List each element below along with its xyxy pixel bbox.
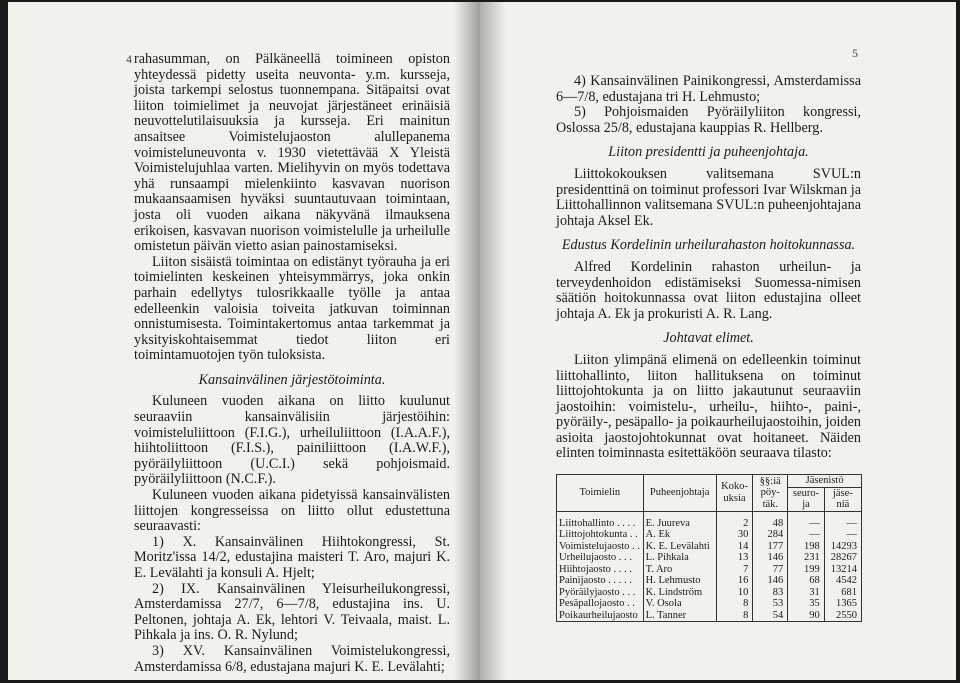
table-cell: Liittojohtokunta . . <box>557 529 644 541</box>
table-cell: Liittohallinto . . . . <box>557 511 644 529</box>
table-cell: L. Tanner <box>643 610 716 622</box>
section-heading: Kansainvälinen järjestötoiminta. <box>198 371 386 388</box>
table-cell: 2550 <box>824 610 861 622</box>
table-cell: 30 <box>716 529 753 541</box>
table-cell: 10 <box>716 587 753 599</box>
table-cell: H. Lehmusto <box>643 575 716 587</box>
list-item: 4) Kansainvälinen Painikongressi, Amsterdamissa 6—7/8, edustajana tri H. Lehmusto; <box>556 73 861 105</box>
paragraph: Alfred Kordelinin rahaston urheilun- ja terveydenhoidon edistämiseksi Suomessa-nimisen säätiön hoitokunnassa ovat liiton edustajina olleet johtaja A. Ek ja prokuristi A. R. Lang. <box>556 258 861 322</box>
paragraph: Liiton ylimpänä elimenä on edelleenkin toiminut liittohallinto, liiton hallituksena on toiminut liittojohtokunta ja on liitto jakautunut seuraaviin jaostoihin: voimistelu-, urheilu-, hiihto-, paini-, pyöräily-, pesäpallo- ja poikaurheilujaostoihin, joiden asioita jaostojohtokunnat ovat hoitaneet. Näiden elinten toiminnasta esitettäköön seuraava tilasto: <box>556 351 861 462</box>
table-row <box>557 598 862 610</box>
table-cell: 2 <box>716 511 753 529</box>
table-cell: 16 <box>716 575 753 587</box>
paragraph: Liiton sisäistä toimintaa on edistänyt työrauha ja eri toimielinten keskeinen yhteisymmärrys, joka onkin parhain edellytys tulosrikkaalle työlle ja antaa edelleenkin valoisia toiveita jatkuvan toiminnan onnistumisesta. Toimintakertomus antaa tarkemmat ja yksityiskohtaisemmat tiedot liiton eri toimintamuotojen työn tuloksista. <box>134 253 450 364</box>
table-cell: 90 <box>788 610 825 622</box>
table-cell: 146 <box>753 575 788 587</box>
table-cell: 1365 <box>824 598 861 610</box>
table-cell: 68 <box>788 575 825 587</box>
list-item: 1) X. Kansainvälinen Hiihtokongressi, St. Moritz'issa 14/2, edustajina maisteri T. Aro, majuri K. E. Levälahti ja konsuli A. Hjelt; <box>134 533 450 581</box>
table-cell: 681 <box>824 587 861 599</box>
table-cell: K. Lindström <box>643 587 716 599</box>
table-cell: E. Juureva <box>643 511 716 529</box>
right-column <box>556 74 861 622</box>
table-cell: 54 <box>753 610 788 622</box>
column-header-puheenjohtaja: Puheenjohtaja <box>643 475 716 512</box>
table-cell: 77 <box>753 564 788 576</box>
column-header-kokouksia: Koko- uksia <box>716 475 753 512</box>
table-cell: 83 <box>753 587 788 599</box>
table-row <box>557 587 862 599</box>
gutter-shadow <box>454 2 480 680</box>
table-cell: K. E. Levälahti <box>643 541 716 553</box>
table-body <box>557 511 862 622</box>
paragraph: Kuluneen vuoden aikana on liitto kuulunut seuraaviin kansainvälisiin järjestöihin: voimisteluliittoon (F.I.G.), urheiluliittoon (I.A.A.F.), hiihtoliittoon (F.I.S.), painiliittoon (I.A.W.F.), pyöräilyliittoon (U.C.I.) sekä pohjoismaid. pyöräilyliittoon (N.C.F.). <box>134 393 450 488</box>
column-header-poytakirja: §§:iä pöy- täk. <box>753 475 788 512</box>
table-cell: 48 <box>753 511 788 529</box>
table-cell: 31 <box>788 587 825 599</box>
table-cell: — <box>788 529 825 541</box>
list-item: 2) IX. Kansainvälinen Yleisurheilukongressi, Amsterdamissa 27/7, 6—7/8, edustajina ins. U. Peltonen, johtaja A. Ek, lehtori V. Teivaala, maist. L. Pihkala ja ins. O. R. Nylund; <box>134 580 450 644</box>
table-cell: 7 <box>716 564 753 576</box>
table-row <box>557 529 862 541</box>
table-cell: 4542 <box>824 575 861 587</box>
table-cell: 146 <box>753 552 788 564</box>
table-cell: 53 <box>753 598 788 610</box>
column-header-jasenisto: Jäsenistö <box>788 475 862 488</box>
list-item: 3) XV. Kansainvälinen Voimistelukongressi, Amsterdamissa 6/8, edustajana majuri K. E. Levälahti; <box>134 642 450 675</box>
table-cell: V. Osola <box>643 598 716 610</box>
table-cell: L. Pihkala <box>643 552 716 564</box>
paragraph: rahasumman, on Pälkäneellä toimineen opiston yhteydessä pidetty useita neuvonta- y.m. kursseja, joista tarkempi selostus tuonnempana. Sitäpaitsi ovat liiton toimielimet ja neuvojat järjestäneet erinäisiä neuvottelutilaisuuksia ja kursseja. Eri mainitun ansaitsee Voimistelujaoston alullepanema voimisteluneuvonta v. 1930 vietettävää X Yleistä Voimistelujuhlaa varten. Mielihyvin on myös todettava yhä runsaampi mielenkiinto kasvavan nuorison mukaansaamisen hyväksi suuntautuvaan toimintaan, josta oli vuoden aikana näkyvänä ilmauksena erikoisen, kasvavan nuorison voimistelulle ja urheilulle omistetun päivän vietto asian painostamiseksi. <box>134 51 450 255</box>
table-row <box>557 511 862 529</box>
table-cell: 14 <box>716 541 753 553</box>
column-header-seuroja: seuro- ja <box>788 487 825 511</box>
table-cell: Voimistelujaosto . . <box>557 541 644 553</box>
column-header-toimielin: Toimielin <box>557 475 644 512</box>
table-cell: 177 <box>753 541 788 553</box>
table-cell: Painijaosto . . . . . <box>557 575 644 587</box>
table-row <box>557 610 862 622</box>
gutter-shadow <box>480 2 506 680</box>
table-cell: A. Ek <box>643 529 716 541</box>
table-cell: — <box>824 529 861 541</box>
table-cell: 28267 <box>824 552 861 564</box>
section-heading: Edustus Kordelinin urheilurahaston hoitokunnassa. <box>561 237 856 254</box>
page-number-right: 5 <box>852 46 858 60</box>
table-cell: 231 <box>788 552 825 564</box>
left-column <box>134 52 450 675</box>
column-header-jasenia: jäse- niä <box>824 487 861 511</box>
table-cell: — <box>824 511 861 529</box>
statistics-table <box>556 474 862 622</box>
table-row <box>557 564 862 576</box>
table-cell: Pesäpallojaosto . . <box>557 598 644 610</box>
table-cell: 8 <box>716 598 753 610</box>
section-heading: Johtavat elimet. <box>663 330 754 347</box>
left-page <box>8 2 480 680</box>
table-cell: 199 <box>788 564 825 576</box>
right-page <box>480 2 956 680</box>
table-cell: T. Aro <box>643 564 716 576</box>
list-item: 5) Pohjoismaiden Pyöräilyliiton kongressi, Oslossa 25/8, edustajana kauppias R. Hellberg. <box>556 104 861 136</box>
table-cell: 14293 <box>824 541 861 553</box>
table-row <box>557 552 862 564</box>
table-row <box>557 575 862 587</box>
table-cell: 13214 <box>824 564 861 576</box>
table-cell: 8 <box>716 610 753 622</box>
paragraph: Kuluneen vuoden aikana pidetyissä kansainvälisten liittojen kongresseissa on liitto ollut edustettuna seuraavasti: <box>134 487 450 535</box>
table-cell: 284 <box>753 529 788 541</box>
table-cell: Pyöräilyjaosto . . . <box>557 587 644 599</box>
section-heading: Liiton presidentti ja puheenjohtaja. <box>608 144 809 161</box>
paragraph: Liittokokouksen valitsemana SVUL:n presidenttinä on toiminut professori Ivar Wilskman ja Liittohallinnon valitsemana SVUL:n puheenjohtajana johtaja Aksel Ek. <box>556 165 861 229</box>
table-cell: 198 <box>788 541 825 553</box>
page-number-left: 4 <box>126 52 132 66</box>
table-cell: Hiihtojaosto . . . . <box>557 564 644 576</box>
table-cell: — <box>788 511 825 529</box>
table-row <box>557 541 862 553</box>
table-cell: Urheilujaosto . . . <box>557 552 644 564</box>
table-cell: 35 <box>788 598 825 610</box>
table-cell: 13 <box>716 552 753 564</box>
table-cell: Poikaurheilujaosto <box>557 610 644 622</box>
